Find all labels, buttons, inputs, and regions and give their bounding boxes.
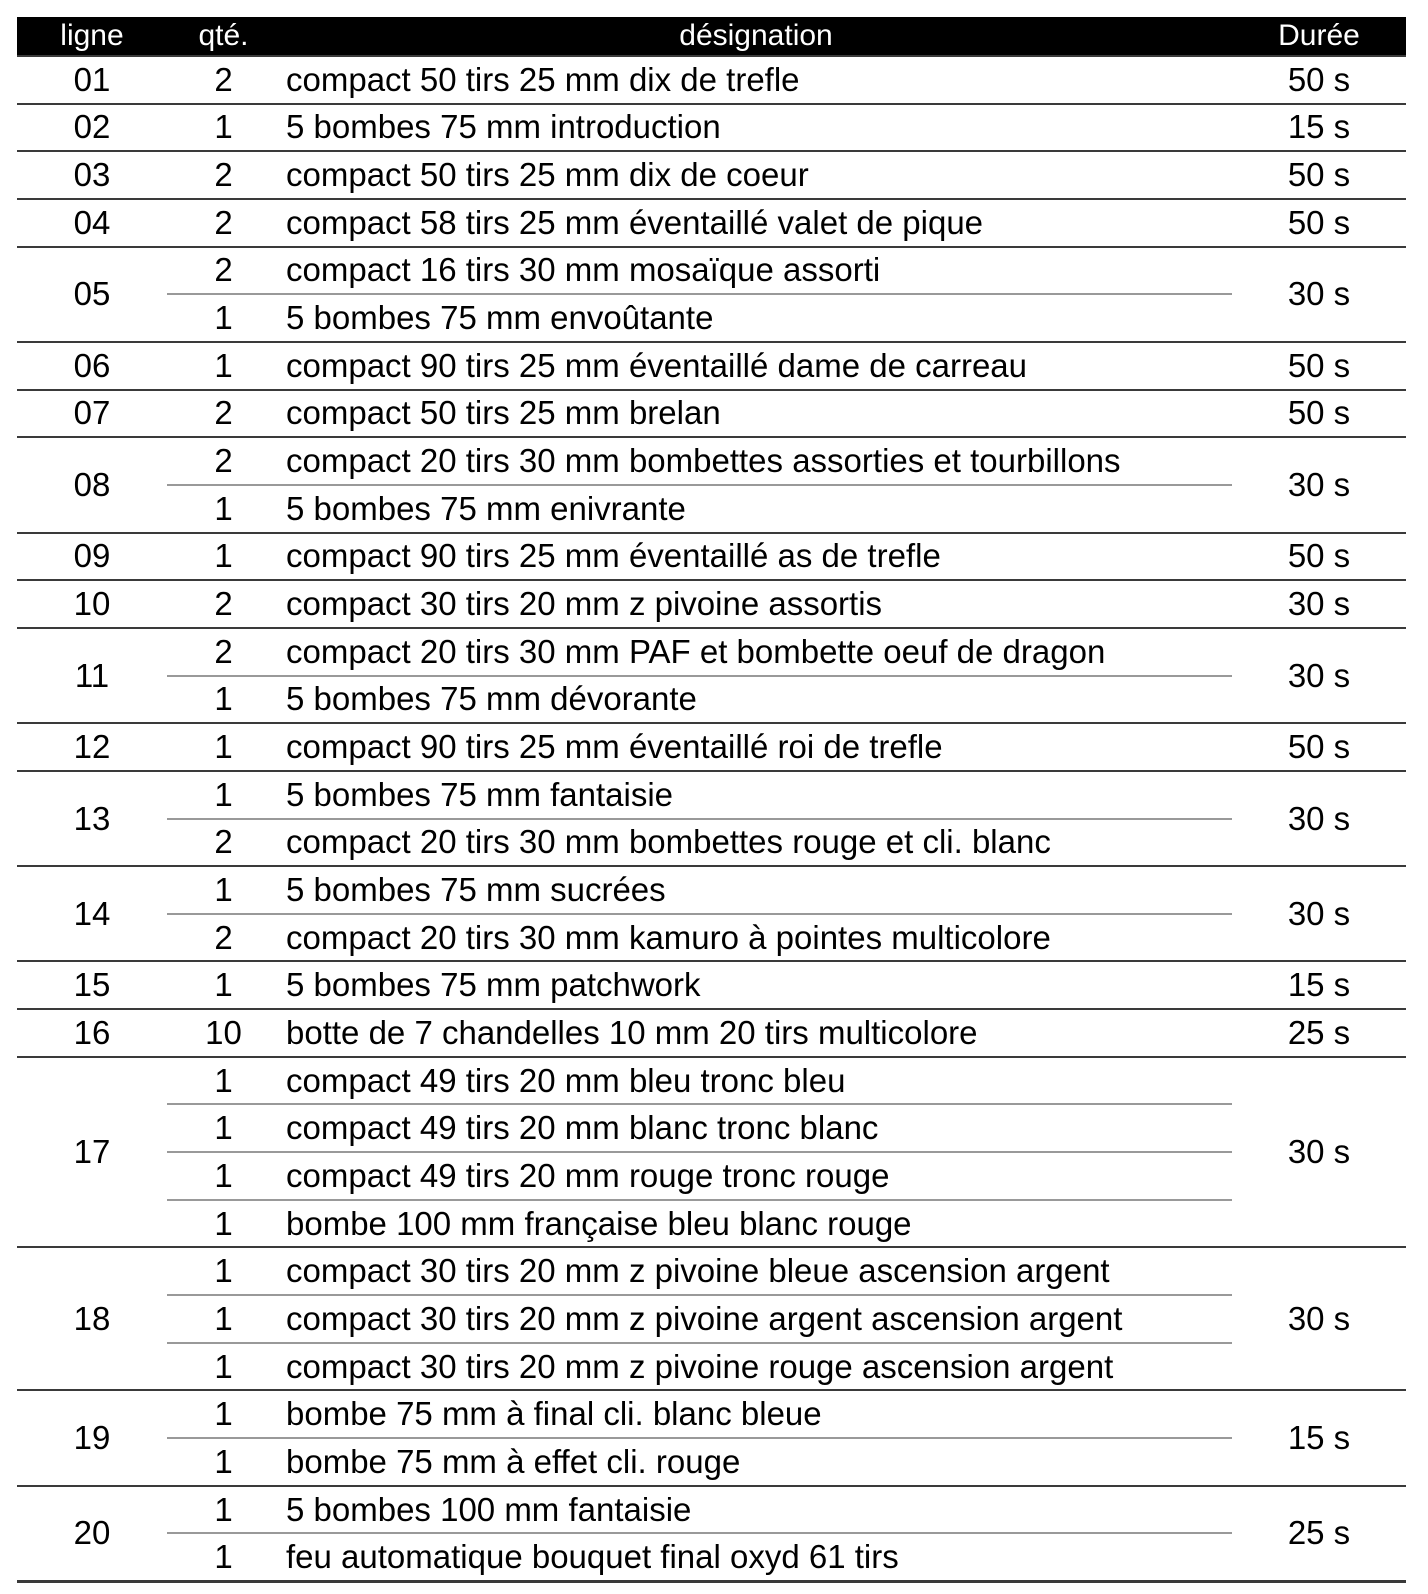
column-header-ligne: ligne [17, 17, 167, 56]
ligne-cell: 04 [17, 199, 167, 247]
duration-cell: 25 s [1232, 1486, 1406, 1581]
table-header-row [17, 17, 1406, 56]
table-row [17, 723, 1406, 771]
table-subrow [17, 914, 1406, 962]
qty-cell: 1 [167, 1390, 280, 1438]
designation-cell: compact 49 tirs 20 mm bleu tronc bleu [280, 1057, 1232, 1105]
qty-cell: 1 [167, 342, 280, 390]
duration-cell: 30 s [1232, 771, 1406, 866]
designation-cell: 5 bombes 75 mm patchwork [280, 961, 1232, 1009]
table-body [17, 56, 1406, 1581]
duration-cell: 15 s [1232, 1390, 1406, 1485]
column-header-designation: désignation [280, 17, 1232, 56]
ligne-cell: 16 [17, 1009, 167, 1057]
table-subrow [17, 1152, 1406, 1200]
designation-cell: compact 49 tirs 20 mm blanc tronc blanc [280, 1104, 1232, 1152]
fireworks-sequence-table [17, 17, 1406, 1583]
qty-cell: 1 [167, 1152, 280, 1200]
qty-cell: 1 [167, 104, 280, 152]
designation-cell: compact 90 tirs 25 mm éventaillé as de trefle [280, 533, 1232, 581]
ligne-cell: 09 [17, 533, 167, 581]
table-row [17, 1390, 1406, 1438]
qty-cell: 1 [167, 485, 280, 533]
table-row [17, 151, 1406, 199]
ligne-cell: 08 [17, 437, 167, 532]
qty-cell: 2 [167, 819, 280, 867]
duration-cell: 30 s [1232, 437, 1406, 532]
table-row [17, 104, 1406, 152]
qty-cell: 1 [167, 1533, 280, 1581]
designation-cell: compact 50 tirs 25 mm dix de coeur [280, 151, 1232, 199]
ligne-cell: 13 [17, 771, 167, 866]
duration-cell: 15 s [1232, 961, 1406, 1009]
qty-cell: 2 [167, 56, 280, 104]
table-subrow [17, 676, 1406, 724]
qty-cell: 1 [167, 676, 280, 724]
qty-cell: 1 [167, 294, 280, 342]
table-row [17, 437, 1406, 485]
designation-cell: compact 20 tirs 30 mm kamuro à pointes multicolore [280, 914, 1232, 962]
table-header [17, 17, 1406, 56]
column-header-duree: Durée [1232, 17, 1406, 56]
duration-cell: 30 s [1232, 866, 1406, 961]
table-row [17, 961, 1406, 1009]
ligne-cell: 19 [17, 1390, 167, 1485]
qty-cell: 2 [167, 247, 280, 295]
designation-cell: 5 bombes 75 mm sucrées [280, 866, 1232, 914]
designation-cell: 5 bombes 75 mm enivrante [280, 485, 1232, 533]
duration-cell: 30 s [1232, 247, 1406, 342]
table-subrow [17, 1533, 1406, 1581]
table-row [17, 199, 1406, 247]
ligne-cell: 05 [17, 247, 167, 342]
ligne-cell: 18 [17, 1247, 167, 1390]
ligne-cell: 06 [17, 342, 167, 390]
table-row [17, 247, 1406, 295]
qty-cell: 1 [167, 1295, 280, 1343]
duration-cell: 50 s [1232, 151, 1406, 199]
designation-cell: compact 49 tirs 20 mm rouge tronc rouge [280, 1152, 1232, 1200]
designation-cell: compact 50 tirs 25 mm dix de trefle [280, 56, 1232, 104]
designation-cell: compact 30 tirs 20 mm z pivoine assortis [280, 580, 1232, 628]
duration-cell: 30 s [1232, 628, 1406, 723]
designation-cell: compact 16 tirs 30 mm mosaïque assorti [280, 247, 1232, 295]
ligne-cell: 01 [17, 56, 167, 104]
designation-cell: compact 20 tirs 30 mm PAF et bombette oeuf de dragon [280, 628, 1232, 676]
table-row [17, 866, 1406, 914]
ligne-cell: 07 [17, 390, 167, 438]
table-subrow [17, 1343, 1406, 1391]
designation-cell: bombe 75 mm à effet cli. rouge [280, 1438, 1232, 1486]
duration-cell: 50 s [1232, 723, 1406, 771]
qty-cell: 1 [167, 771, 280, 819]
qty-cell: 2 [167, 199, 280, 247]
qty-cell: 1 [167, 1057, 280, 1105]
duration-cell: 25 s [1232, 1009, 1406, 1057]
qty-cell: 2 [167, 914, 280, 962]
qty-cell: 1 [167, 1486, 280, 1534]
table-row [17, 771, 1406, 819]
designation-cell: compact 30 tirs 20 mm z pivoine rouge ascension argent [280, 1343, 1232, 1391]
designation-cell: bombe 100 mm française bleu blanc rouge [280, 1200, 1232, 1248]
table-row [17, 56, 1406, 104]
designation-cell: compact 20 tirs 30 mm bombettes assorties et tourbillons [280, 437, 1232, 485]
ligne-cell: 03 [17, 151, 167, 199]
ligne-cell: 10 [17, 580, 167, 628]
ligne-cell: 11 [17, 628, 167, 723]
duration-cell: 30 s [1232, 1247, 1406, 1390]
designation-cell: compact 50 tirs 25 mm brelan [280, 390, 1232, 438]
duration-cell: 50 s [1232, 342, 1406, 390]
ligne-cell: 12 [17, 723, 167, 771]
ligne-cell: 15 [17, 961, 167, 1009]
table-row [17, 390, 1406, 438]
table-row [17, 533, 1406, 581]
table-subrow [17, 485, 1406, 533]
designation-cell: 5 bombes 75 mm dévorante [280, 676, 1232, 724]
qty-cell: 2 [167, 151, 280, 199]
duration-cell: 50 s [1232, 199, 1406, 247]
table-row [17, 1009, 1406, 1057]
qty-cell: 1 [167, 1247, 280, 1295]
ligne-cell: 17 [17, 1057, 167, 1248]
table-row [17, 1057, 1406, 1105]
duration-cell: 30 s [1232, 1057, 1406, 1248]
designation-cell: compact 90 tirs 25 mm éventaillé dame de carreau [280, 342, 1232, 390]
duration-cell: 50 s [1232, 390, 1406, 438]
table-row [17, 342, 1406, 390]
qty-cell: 2 [167, 580, 280, 628]
qty-cell: 2 [167, 437, 280, 485]
table-subrow [17, 1295, 1406, 1343]
qty-cell: 1 [167, 1200, 280, 1248]
table-row [17, 628, 1406, 676]
duration-cell: 15 s [1232, 104, 1406, 152]
qty-cell: 1 [167, 533, 280, 581]
table-subrow [17, 1104, 1406, 1152]
designation-cell: compact 58 tirs 25 mm éventaillé valet de pique [280, 199, 1232, 247]
qty-cell: 10 [167, 1009, 280, 1057]
qty-cell: 2 [167, 628, 280, 676]
table-row [17, 1486, 1406, 1534]
table-subrow [17, 819, 1406, 867]
duration-cell: 30 s [1232, 580, 1406, 628]
designation-cell: compact 30 tirs 20 mm z pivoine bleue ascension argent [280, 1247, 1232, 1295]
duration-cell: 50 s [1232, 56, 1406, 104]
duration-cell: 50 s [1232, 533, 1406, 581]
table-row [17, 580, 1406, 628]
qty-cell: 1 [167, 866, 280, 914]
qty-cell: 1 [167, 1343, 280, 1391]
designation-cell: 5 bombes 75 mm envoûtante [280, 294, 1232, 342]
ligne-cell: 14 [17, 866, 167, 961]
designation-cell: 5 bombes 75 mm introduction [280, 104, 1232, 152]
ligne-cell: 02 [17, 104, 167, 152]
table-subrow [17, 1200, 1406, 1248]
designation-cell: botte de 7 chandelles 10 mm 20 tirs multicolore [280, 1009, 1232, 1057]
designation-cell: compact 30 tirs 20 mm z pivoine argent ascension argent [280, 1295, 1232, 1343]
designation-cell: bombe 75 mm à final cli. blanc bleue [280, 1390, 1232, 1438]
designation-cell: 5 bombes 100 mm fantaisie [280, 1486, 1232, 1534]
qty-cell: 1 [167, 1104, 280, 1152]
designation-cell: compact 90 tirs 25 mm éventaillé roi de trefle [280, 723, 1232, 771]
ligne-cell: 20 [17, 1486, 167, 1581]
designation-cell: 5 bombes 75 mm fantaisie [280, 771, 1232, 819]
qty-cell: 1 [167, 1438, 280, 1486]
designation-cell: feu automatique bouquet final oxyd 61 tirs [280, 1533, 1232, 1581]
qty-cell: 1 [167, 723, 280, 771]
table-subrow [17, 294, 1406, 342]
qty-cell: 1 [167, 961, 280, 1009]
designation-cell: compact 20 tirs 30 mm bombettes rouge et cli. blanc [280, 819, 1232, 867]
table-row [17, 1247, 1406, 1295]
table-subrow [17, 1438, 1406, 1486]
qty-cell: 2 [167, 390, 280, 438]
column-header-qte: qté. [167, 17, 280, 56]
